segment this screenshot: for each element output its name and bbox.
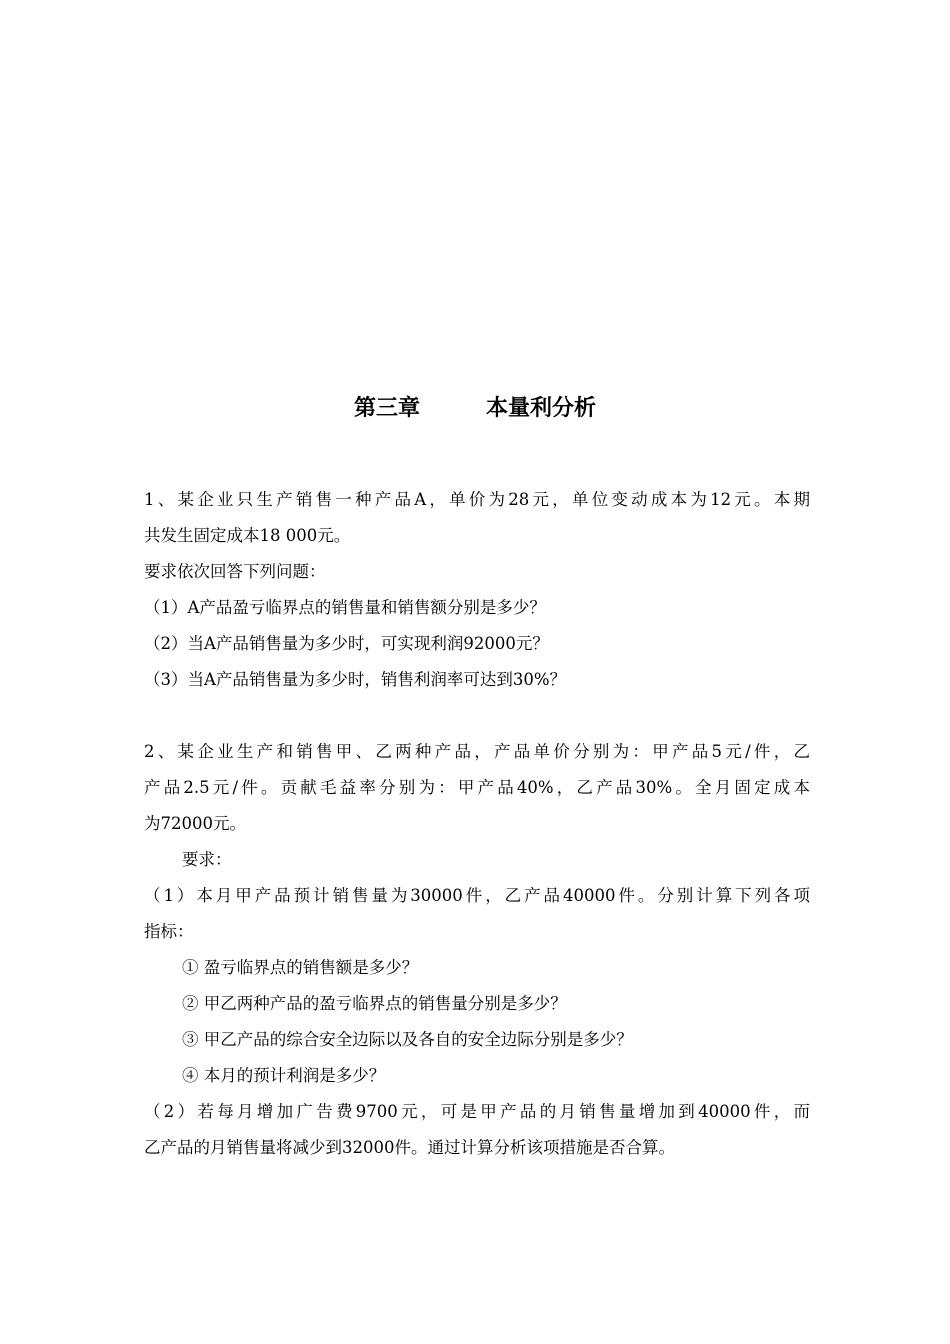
question-1	[144, 482, 810, 698]
q2-subitem-3: ③ 甲乙产品的综合安全边际以及各自的安全边际分别是多少？	[182, 1030, 633, 1049]
q2-subitem-4: ④ 本月的预计利润是多少？	[182, 1066, 386, 1085]
q2-intro-line: 2、某企业生产和销售甲、乙两种产品，产品单价分别为：甲产品5元/件，乙	[144, 742, 810, 761]
chapter-title	[0, 392, 950, 426]
q1-subquestion-3: （3）当A产品销售量为多少时，销售利润率可达到30%？	[144, 670, 567, 689]
question-2	[144, 734, 810, 1166]
q2-requirement: 要求：	[182, 850, 232, 869]
chapter-number: 第三章	[353, 396, 420, 421]
q2-part2-line: （2）若每月增加广告费9700元，可是甲产品的月销售量增加到40000件，而	[144, 1102, 810, 1121]
q2-subitem-2: ② 甲乙两种产品的盈亏临界点的销售量分别是多少？	[182, 994, 567, 1013]
q1-subquestion-1: （1）A产品盈亏临界点的销售量和销售额分别是多少？	[144, 598, 546, 617]
q2-intro-line: 为72000元。	[144, 814, 246, 833]
q2-part1-line: （1）本月甲产品预计销售量为30000件，乙产品40000件。分别计算下列各项	[144, 886, 810, 905]
q2-part1-line: 指标：	[144, 922, 194, 941]
chapter-name: 本量利分析	[486, 396, 597, 421]
q1-line: 1、某企业只生产销售一种产品A，单价为28元，单位变动成本为12元。本期	[144, 490, 810, 509]
q1-requirement: 要求依次回答下列问题：	[144, 562, 326, 581]
q2-subitem-1: ① 盈亏临界点的销售额是多少？	[182, 958, 419, 977]
q2-intro-line: 产品2.5元/件。贡献毛益率分别为：甲产品40%，乙产品30%。全月固定成本	[144, 778, 810, 797]
document-body	[144, 482, 810, 1166]
q2-part2-line: 乙产品的月销售量将减少到32000件。通过计算分析该项措施是否合算。	[144, 1138, 675, 1157]
q1-line: 共发生固定成本18 000元。	[144, 526, 351, 545]
q1-subquestion-2: （2）当A产品销售量为多少时，可实现利润92000元？	[144, 634, 549, 653]
